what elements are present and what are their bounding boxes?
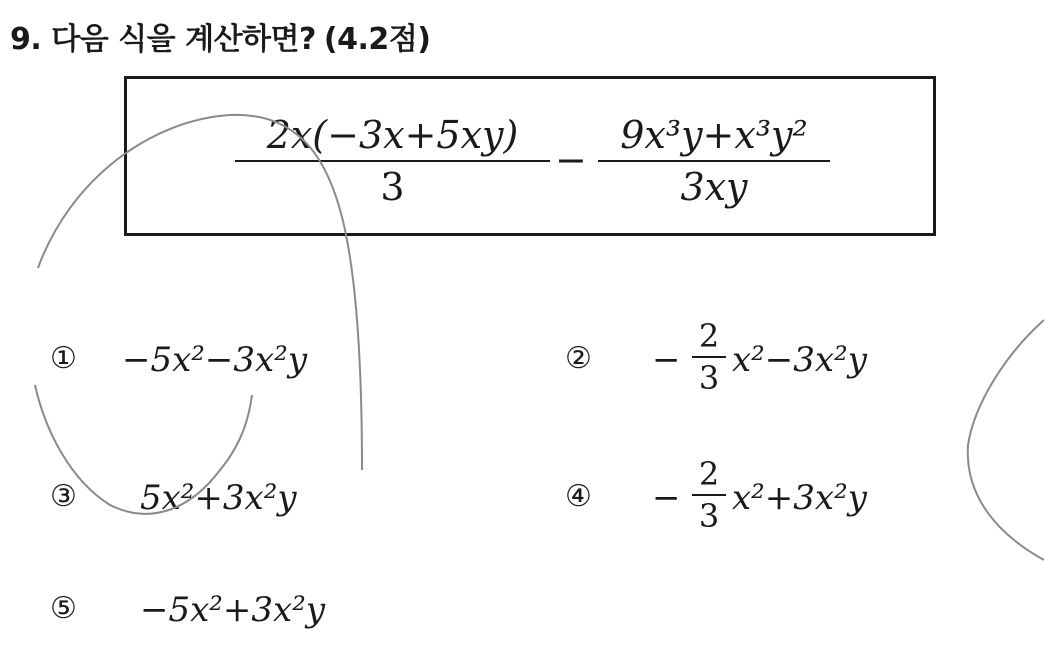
choice-4-mark[interactable]: ④ [565, 479, 592, 514]
choice-4-frac-den: 3 [698, 497, 720, 535]
expression-operator: − [555, 138, 587, 182]
choice-3-mark[interactable]: ③ [50, 479, 77, 514]
choice-5-mark[interactable]: ⑤ [50, 591, 77, 626]
question-text: 다음 식을 계산하면? [51, 22, 316, 57]
scribble-arc-3 [968, 320, 1044, 560]
question-number: 9. [10, 22, 42, 57]
choice-3-expression[interactable]: 5x²+3x²y [140, 478, 297, 518]
choice-1-expression[interactable]: −5x²−3x²y [122, 340, 308, 380]
choice-4-frac-bar [692, 494, 726, 496]
choice-1-mark[interactable]: ① [50, 341, 77, 376]
choice-2-frac-den: 3 [698, 359, 720, 397]
term2-fraction-bar [598, 160, 830, 162]
term1-denominator: 3 [380, 165, 405, 209]
choice-2-fraction [692, 318, 726, 396]
choice-4-fraction [692, 456, 726, 534]
term2-numerator: 9x³y+x³y² [620, 113, 808, 157]
choice-2-frac-num: 2 [698, 317, 720, 355]
question-title [10, 14, 430, 58]
choice-4-frac-num: 2 [698, 455, 720, 493]
choice-2-minus: − [652, 340, 681, 380]
choice-4-minus: − [652, 478, 681, 518]
term2-denominator: 3xy [680, 165, 748, 209]
term1-numerator: 2x(−3x+5xy) [266, 113, 519, 157]
question-points: (4.2점) [323, 22, 431, 57]
expression-term1-fraction [235, 112, 550, 210]
term1-fraction-bar [235, 160, 550, 162]
choice-2-frac-bar [692, 356, 726, 358]
choice-4-expression[interactable]: x²+3x²y [732, 478, 867, 518]
choice-5-expression[interactable]: −5x²+3x²y [140, 590, 326, 630]
choice-2-mark[interactable]: ② [565, 341, 592, 376]
expression-term2-fraction [598, 112, 830, 210]
choice-2-expression[interactable]: x²−3x²y [732, 340, 867, 380]
